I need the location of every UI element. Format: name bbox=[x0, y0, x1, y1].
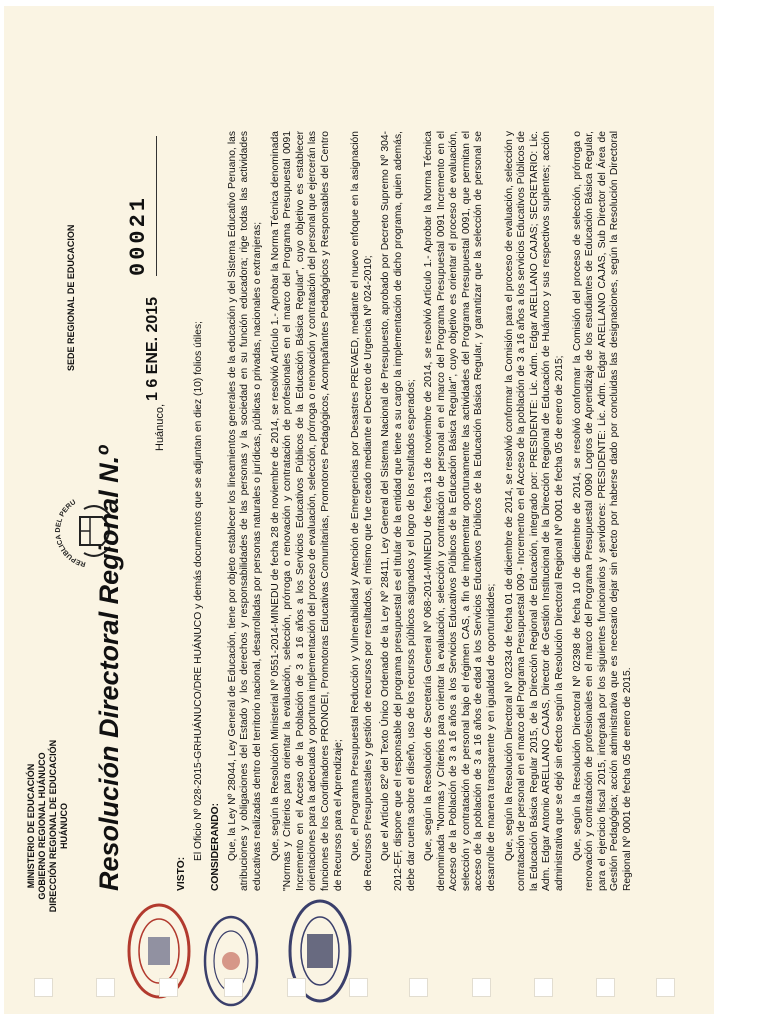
punch-hole bbox=[34, 978, 53, 997]
considerando-label: CONSIDERANDO: bbox=[210, 802, 222, 891]
city-label: Huánuco, bbox=[154, 403, 166, 451]
ministry-header bbox=[26, 676, 70, 976]
number-underline bbox=[156, 136, 157, 276]
rotated-content bbox=[26, 36, 666, 976]
considerando-paragraph: Que, según la Resolución Ministerial Nº 0551-2014-MINEDU de fecha 28 de noviembre de 2014, se resolvió Artículo 1.- Aprobar la Norma Técnica denominada "Normas y Criterios para orientar la evaluación, selección, prórroga o renovación y contratación de profesionales en el marco del Programa Presupuestal 0091 Incremento en el Acceso de la Población de 3 a 16 años a los Servicios Educativos Públicos de la Educación Básica Regular", cuyo objetivo es establecer orientaciones para la adecuada y oportuna implementación del proceso de evaluación, selección, prórroga o renovación y contratación del personal que ejercerán las funciones de los Coordinadores PRONOEI, Promotoras Educativas Comunitarias, Promotores Pedagógicos, Acompañantes Pedagógicos y Responsables del Centro de Recursos para el Aprendizaje; bbox=[269, 131, 344, 891]
punch-hole bbox=[409, 978, 428, 997]
header-line-2: GOBIERNO REGIONAL HUÁNUCO bbox=[37, 752, 47, 900]
punch-hole bbox=[534, 978, 553, 997]
resolution-title: Resolución Directoral Regional N.º bbox=[94, 446, 124, 891]
document-page bbox=[4, 6, 714, 1014]
considerando-paragraph: Que, según la Resolución Directoral Nº 02334 de fecha 01 de diciembre de 2014, se resolvió conformar la Comisión para el proceso de evaluación, selección y contratación de personal en el marco del Programa Presupuestal 009 - Incremento en el Acceso de la población de 3 a 16 años a los servicios Educativos Públicos de la Educación Básica Regular 2015, de la Dirección Regional de Educación, integrado por: PRESIDENTE: Lic. Adm. Edgar ARELLANO CAJAS; SECRETARIO: Lic. Adm. Edgar Antonio ARELLANO CAJAS, Director de Gestión Institucional de la Dirección Regional de Educación de Huánuco y sus respectivos suplentes; acción administrativa que se dejó sin efecto según la Resolución Directoral Regional Nº 0001 de fecha 05 de enero de 2015; bbox=[503, 131, 566, 891]
resolution-date: 1 6 ENE. 2015 bbox=[144, 296, 161, 401]
header-line-3: DIRECCIÓN REGIONAL DE EDUCACIÓN bbox=[48, 739, 58, 913]
header-line-1: MINISTERIO DE EDUCACIÓN bbox=[26, 763, 36, 889]
punch-hole bbox=[159, 978, 178, 997]
considerando-paragraph: Que el Artículo 82º del Texto Único Ordenado de la Ley Nº 28411, Ley General del Sistema Nacional de Presupuesto, aprobado por Decreto Supremo Nº 304-2012-EF, dispone que el responsable del programa presupuestal es el titular de la entidad que tiene a su cargo la implementación de dicho programa, quien además, debe dar cuenta sobre el diseño, uso de los recursos públicos asignados y el logro de los resultados esperados; bbox=[380, 131, 417, 891]
punch-hole bbox=[596, 978, 615, 997]
punch-hole bbox=[287, 978, 306, 997]
punch-hole bbox=[224, 978, 243, 997]
header-line-4: HUÁNUCO bbox=[59, 803, 69, 849]
considerando-paragraph: Que, la Ley Nº 28044, Ley General de Educación, tiene por objeto establecer los lineamientos generales de la educación y del Sistema Educativo Peruano, las atribuciones y obligaciones del Estado y los derechos y responsabilidades de las personas y la sociedad en su función educadora; rige todas las actividades educativas realizadas dentro del territorio nacional, desarrolladas por personas naturales o jurídicas, públicas o privadas, nacionales o extranjeras; bbox=[226, 131, 263, 891]
resolution-number: 00021 bbox=[126, 194, 151, 276]
sede-header: SEDE REGIONAL DE EDUCACION bbox=[66, 224, 76, 371]
visto-label: VISTO: bbox=[176, 856, 187, 891]
visto-paragraph: El Oficio Nº 028-2015-GRHUÁNUCO/DRE HUÁNUCO y demás documentos que se adjuntan en diez (10) folios útiles; bbox=[192, 321, 204, 861]
crest-text: REPUBLICA DEL PERU bbox=[54, 498, 87, 568]
resolution-body bbox=[176, 131, 640, 891]
svg-text:REPUBLICA DEL PERU bbox=[55, 499, 87, 567]
considerando-paragraph: Que, el Programa Presupuestal Reducción y Vulnerabilidad y Atención de Emergencias por Desastres PREVAED, mediante el nuevo enfoque en la asignación de Recursos Presupuestales y gestión de recursos por resultados, el mismo que fue creado mediante el Decreto de Urgencia Nº 024-2010; bbox=[350, 131, 374, 891]
punch-hole bbox=[656, 978, 675, 997]
punch-hole bbox=[472, 978, 491, 997]
considerando-paragraph: Que, según la Resolución de Secretaría General Nº 068-2014-MINEDU de fecha 13 de noviembre de 2014, se resolvió Artículo 1.- Aprobar la Norma Técnica denominada "Normas y Criterios para orientar la evaluación, selección y contratación de personal en el marco del Programa Presupuestal 0091 Incremento en el Acceso de la Población de 3 a 16 años a los Servicios Educativos Públicos de la Educación Básica Regular", cuyo objetivo es orientar el proceso de evaluación, selección y contratación de personal bajo el régimen CAS, a fin de implementar oportunamente las actividades del Programa Presupuestal 0091, que permitan el acceso de la población de 3 a 16 años de edad a los Servicios Educativos Públicos de la Educación Básica Regular, y garantizar que la selección de personal se desarrolle de manera transparente y en igualdad de oportunidades; bbox=[423, 131, 498, 891]
punch-hole bbox=[349, 978, 368, 997]
considerando-paragraph: Que, según la Resolución Directoral Nº 02398 de fecha 10 de diciembre de 2014, se resolvió conformar la Comisión del proceso de selección, prórroga o renovación y contratación de profesionales en el marco del Programa Presupuestal 0090 Logros de Aprendizaje de los estudiantes de Educación Básica Regular, para el ejercicio fiscal 2015, integrada por los siguientes funcionarios y servidores: PRESIDENTE: Lic. Adm. Edgar ARELLANO CAJAS, Sub Director del Área de Gestión Pedagógica; acción administrativa que es necesario dejar sin efecto por haberse dado por concluidas las designaciones, según la Resolución Directoral Regional Nº 0001 de fecha 05 de enero de 2015. bbox=[571, 131, 633, 891]
punch-hole bbox=[96, 978, 115, 997]
